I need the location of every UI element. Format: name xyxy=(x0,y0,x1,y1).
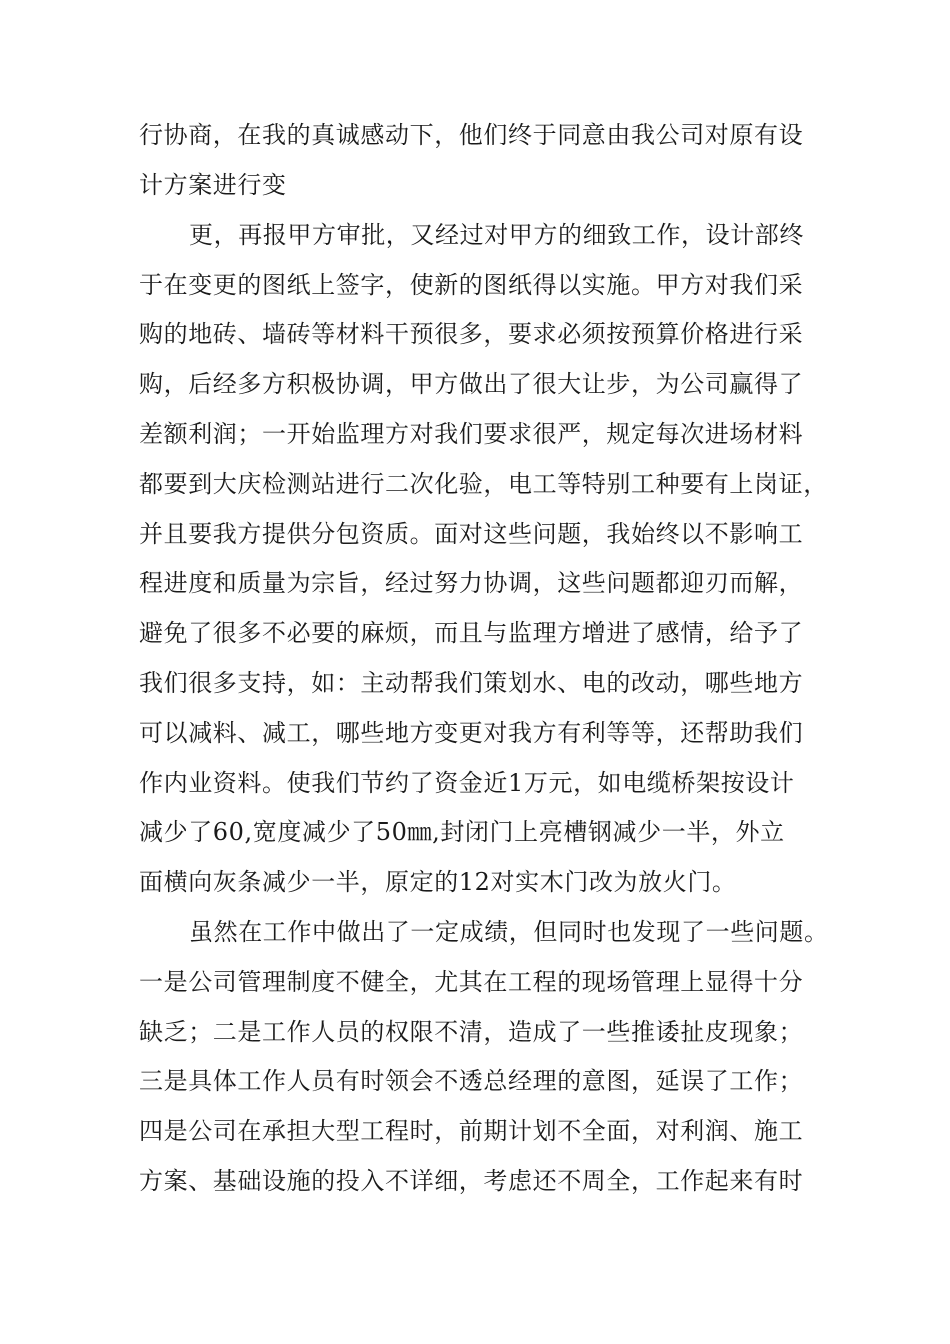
text-line: 避免了很多不必要的麻烦，而且与监理方增进了感情，给予了 xyxy=(139,619,804,647)
text-line: 三是具体工作人员有时领会不透总经理的意图，延误了工作； xyxy=(139,1067,804,1095)
text-line: 一是公司管理制度不健全，尤其在工程的现场管理上显得十分 xyxy=(139,968,804,996)
text-line: 方案、基础设施的投入不详细，考虑还不周全，工作起来有时 xyxy=(139,1167,804,1195)
text-line: 于在变更的图纸上签字，使新的图纸得以实施。甲方对我们采 xyxy=(139,271,804,299)
text-line: 都要到大庆检测站进行二次化验，电工等特别工种要有上岗证， xyxy=(139,470,828,498)
text-line: 作内业资料。使我们节约了资金近1万元，如电缆桥架按设计 xyxy=(139,769,795,797)
text-line: 减少了60,宽度减少了50㎜,封闭门上亮槽钢减少一半，外立 xyxy=(139,818,785,846)
text-line: 计方案进行变 xyxy=(139,171,287,199)
text-line: 程进度和质量为宗旨，经过努力协调，这些问题都迎刃而解， xyxy=(139,569,804,597)
text-line: 四是公司在承担大型工程时，前期计划不全面，对利润、施工 xyxy=(139,1117,804,1145)
paragraph-start-line: 虽然在工作中做出了一定成绩，但同时也发现了一些问题。 xyxy=(189,918,829,946)
text-line: 并且要我方提供分包资质。面对这些问题，我始终以不影响工 xyxy=(139,520,804,548)
text-line: 可以减料、减工，哪些地方变更对我方有利等等，还帮助我们 xyxy=(139,719,804,747)
paragraph-start-line: 更，再报甲方审批，又经过对甲方的细致工作，设计部终 xyxy=(189,221,804,249)
text-line: 差额利润；一开始监理方对我们要求很严，规定每次进场材料 xyxy=(139,420,804,448)
text-line: 购，后经多方积极协调，甲方做出了很大让步，为公司赢得了 xyxy=(139,370,804,398)
text-line: 我们很多支持，如：主动帮我们策划水、电的改动，哪些地方 xyxy=(139,669,804,697)
text-line: 购的地砖、墙砖等材料干预很多，要求必须按预算价格进行采 xyxy=(139,320,804,348)
text-line: 面横向灰条减少一半，原定的12对实木门改为放火门。 xyxy=(139,868,737,896)
text-line: 行协商，在我的真诚感动下，他们终于同意由我公司对原有设 xyxy=(139,121,804,149)
text-line: 缺乏；二是工作人员的权限不清，造成了一些推诿扯皮现象； xyxy=(139,1018,804,1046)
